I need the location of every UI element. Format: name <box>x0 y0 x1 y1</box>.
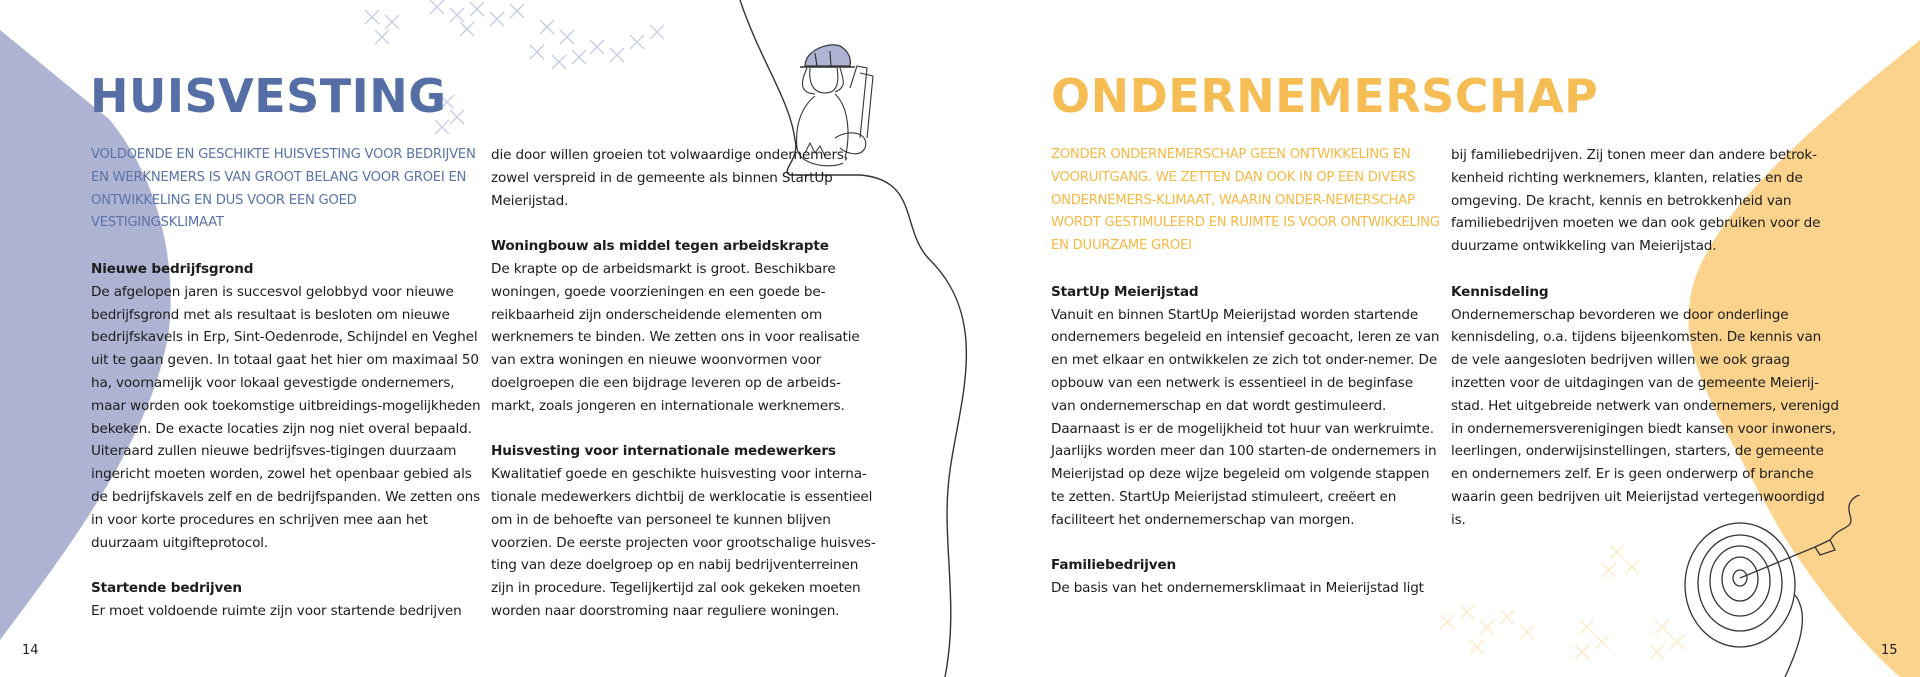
page-number-right: 15 <box>1881 643 1898 658</box>
intro-ondernemerschap: ZONDER ONDERNEMERSCHAP GEEN ONTWIKKELING EN VOORUITGANG. WE ZETTEN DAN OOK IN OP EEN DIVERS ONDERNEMERS-KLIMAAT, WAARIN ONDER-NEMERSCHAP WORDT GESTIMULEERD EN RUIMTE IS VOOR ONTWIKKELING EN DUURZAME GROEI <box>1051 147 1440 254</box>
section-familiebedrijven <box>1051 554 1441 600</box>
section-body: Kwalitatief goede en geschikte huisvesting voor interna-tionale medewerkers dichtbij de werklocatie is essentieel om in de behoefte van personeel te kunnen blijven voorzien. De eerste projecten voor grootschalige huisves-ting van deze doelgroep op en nabij bedrijventerreinen zijn in procedure. Tegelijkertijd zal ook gekeken moeten worden naar doorstroming naar reguliere woningen. <box>491 466 876 619</box>
section-body: De krapte op de arbeidsmarkt is groot. Beschikbare woningen, goede voorzieningen en een goede be-reikbaarheid zijn onderscheidende elementen om werknemers te binden. We zetten ons in voor realisatie van extra woningen en nieuwe woonvormen voor doelgroepen die een bijdrage leveren op de arbeids-markt, zoals jongeren en internationale werknemers. <box>491 260 860 414</box>
section-heading: Nieuwe bedrijfsgrond <box>91 260 254 277</box>
section-heading: Familiebedrijven <box>1051 557 1177 574</box>
section-body-continued: die door willen groeien tot volwaardige ondernemers, zowel verspreid in de gemeente als binnen StartUp Meierijstad. <box>491 147 849 209</box>
page-title-ondernemerschap: ONDERNEMERSCHAP <box>1051 69 1599 123</box>
section-body: De afgelopen jaren is succesvol gelobbyd voor nieuwe bedrijfsgrond met als resultaat is besloten om nieuwe bedrijfskavels in Erp, Sint-Oedenrode, Schijndel en Veghel uit te gaan geven. In totaal gaat het hier om maximaal 50 ha, voornamelijk voor lokaal gevestigde ondernemers, maar worden ook toekomstige uitbreidings-mogelijkheden bekeken. De exacte locaties zijn nog niet overal bepaald. Uiteraard zullen nieuwe bedrijfsves-tigingen duurzaam ingericht moeten worden, zowel het openbaar gebied als de bedrijfskavels zelf en de bedrijfspanden. We zetten ons in voor korte procedures en schrijven mee aan het duurzaam uitgifteprotocol. <box>91 283 481 551</box>
section-body: Vanuit en binnen StartUp Meierijstad worden startende ondernemers begeleid en intensief gecoacht, leren ze van en met elkaar en ontwikkelen ze zich tot onder-nemer. De opbouw van een netwerk is essentieel in de beginfase van ondernemerschap en dat wordt gestimuleerd. Daarnaast is er de mogelijkheid tot huur van werkruimte. Jaarlijks worden meer dan 100 starten-de ondernemers in Meierijstad op deze wijze begeleid om volgende stappen te zetten. StartUp Meierijstad stimuleert, creëert en faciliteert het ondernemerschap van morgen. <box>1051 306 1440 528</box>
section-heading: StartUp Meierijstad <box>1051 283 1199 300</box>
section-body-continued: bij familiebedrijven. Zij tonen meer dan andere betrok-kenheid richting werknemers, klanten, relaties en de omgeving. De kracht, kennis en betrokkenheid van familiebedrijven moeten we dan ook gebruiken voor de duurzame ontwikkeling van Meierijstad. <box>1451 147 1821 255</box>
page-number-left: 14 <box>22 643 39 658</box>
section-heading: Startende bedrijven <box>91 580 242 597</box>
section-internationale-medewerkers <box>491 440 881 622</box>
left-column-2 <box>491 144 881 646</box>
page-title-huisvesting: HUISVESTING <box>90 69 447 123</box>
right-column-1 <box>1051 144 1441 623</box>
section-kennisdeling <box>1451 281 1841 532</box>
yellow-cross-pattern <box>1440 545 1684 659</box>
section-body: Ondernemerschap bevorderen we door onderlinge kennisdeling, o.a. tijdens bijeenkomsten. De kennis van de vele aangesloten bedrijven willen we ook graag inzetten voor de uitdagingen van de gemeente Meierij-stad. Het uitgebreide netwerk van ondernemers, verenigd in ondernemersverenigingen biedt kansen voor inwoners, leerlingen, onderwijsinstellingen, starters, de gemeente en ondernemers zelf. Er is geen onderwerp of branche waarin geen bedrijven uit Meierijstad vertegenwoordigd is. <box>1451 306 1839 528</box>
left-column-1 <box>91 144 481 646</box>
section-heading: Huisvesting voor internationale medewerkers <box>491 443 836 460</box>
section-body: De basis van het ondernemersklimaat in Meierijstad ligt <box>1051 580 1424 597</box>
section-body: Er moet voldoende ruimte zijn voor startende bedrijven <box>91 602 462 619</box>
intro-huisvesting: VOLDOENDE EN GESCHIKTE HUISVESTING VOOR BEDRIJVEN EN WERKNEMERS IS VAN GROOT BELANG VOOR GROEI EN ONTWIKKELING EN DUS VOOR EEN GOED VESTIGINGSKLIMAAT <box>91 147 476 231</box>
section-heading: Kennisdeling <box>1451 283 1549 300</box>
right-column-2 <box>1451 144 1841 554</box>
section-woningbouw <box>491 235 881 417</box>
section-startup-meierijstad <box>1051 281 1441 532</box>
section-nieuwe-bedrijfsgrond <box>91 258 481 554</box>
section-startende-bedrijven <box>91 577 481 623</box>
section-heading: Woningbouw als middel tegen arbeidskrapte <box>491 238 829 255</box>
